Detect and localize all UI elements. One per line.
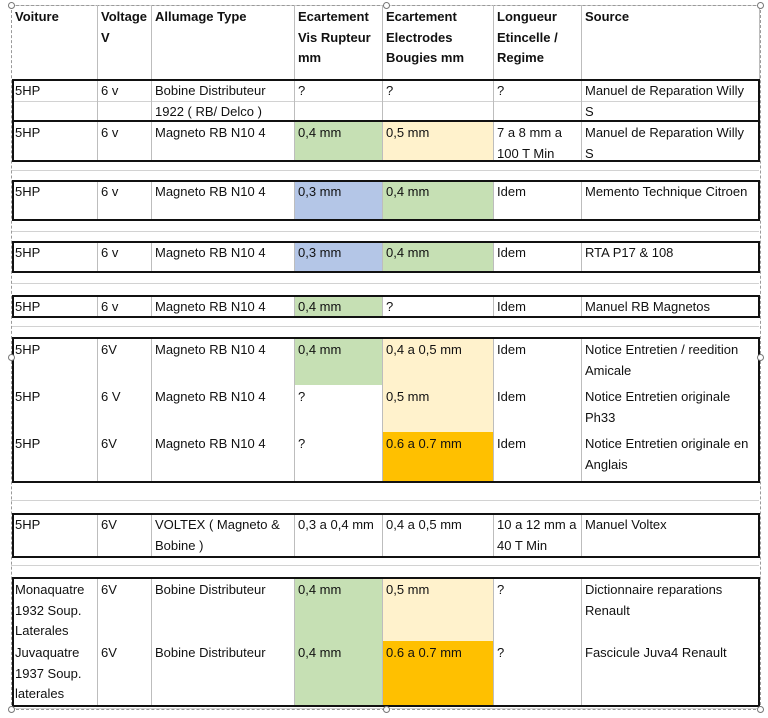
cell-voiture: 5HP: [12, 180, 98, 221]
cell-allumage: Magneto RB N10 4: [152, 121, 295, 162]
cell-source: Manuel RB Magnetos: [582, 295, 760, 317]
cell-source: Fascicule Juva4 Renault: [582, 641, 760, 706]
cell-source: Notice Entretien originale Ph33: [582, 385, 760, 432]
cell-voiture: 5HP: [12, 432, 98, 482]
cell-electrodes: 0,4 mm: [383, 241, 494, 273]
cell-rupteur: 0,4 mm: [295, 338, 383, 385]
cell-rupteur: ?: [295, 432, 383, 482]
cell-voltage: 6 v: [98, 79, 152, 121]
cell-allumage: Magneto RB N10 4: [152, 338, 295, 385]
cell-electrodes: 0,4 a 0,5 mm: [383, 338, 494, 385]
resize-handle[interactable]: [757, 354, 764, 361]
cell-source: Memento Technique Citroen: [582, 180, 760, 221]
cell-etincelle: 7 a 8 mm a 100 T Min: [494, 121, 582, 162]
cell-source: Dictionnaire reparations Renault: [582, 578, 760, 641]
cell-allumage: VOLTEX ( Magneto & Bobine ): [152, 513, 295, 557]
cell-voiture: 5HP: [12, 513, 98, 557]
group-border: [12, 180, 760, 221]
cell-electrodes: 0,5 mm: [383, 578, 494, 641]
cell-voltage: 6 v: [98, 241, 152, 273]
cell-etincelle: 10 a 12 mm a 40 T Min: [494, 513, 582, 557]
resize-handle[interactable]: [757, 706, 764, 713]
header-voiture: Voiture: [12, 5, 98, 81]
cell-voiture: Juvaquatre 1937 Soup. laterales: [12, 641, 98, 706]
cell-allumage: Bobine Distributeur: [152, 578, 295, 641]
cell-voiture: 5HP: [12, 338, 98, 385]
resize-handle[interactable]: [8, 2, 15, 9]
resize-handle[interactable]: [757, 2, 764, 9]
cell-etincelle: ?: [494, 578, 582, 641]
resize-handle[interactable]: [383, 706, 390, 713]
cell-allumage: Magneto RB N10 4: [152, 180, 295, 221]
header-allumage: Allumage Type: [152, 5, 295, 81]
cell-voltage: 6 v: [98, 295, 152, 317]
cell-electrodes: 0,5 mm: [383, 385, 494, 432]
cell-rupteur: 0,3 mm: [295, 180, 383, 221]
cell-source: Notice Entretien originale en Anglais: [582, 432, 760, 482]
cell-allumage: Magneto RB N10 4: [152, 241, 295, 273]
cell-electrodes: 0,5 mm: [383, 121, 494, 162]
cell-voiture: Monaquatre 1932 Soup. Laterales: [12, 578, 98, 641]
header-rupteur: Ecartement Vis Rupteur mm: [295, 5, 383, 81]
resize-handle[interactable]: [8, 354, 15, 361]
group-border: [12, 241, 760, 273]
cell-voltage: 6V: [98, 513, 152, 557]
cell-voiture: 5HP: [12, 241, 98, 273]
cell-rupteur: 0,4 mm: [295, 121, 383, 162]
cell-rupteur: 0,3 a 0,4 mm: [295, 513, 383, 557]
cell-voiture: 5HP: [12, 385, 98, 432]
cell-etincelle: Idem: [494, 385, 582, 432]
cell-electrodes: ?: [383, 79, 494, 121]
header-source: Source: [582, 5, 760, 81]
cell-etincelle: Idem: [494, 432, 582, 482]
cell-voltage: 6 v: [98, 121, 152, 162]
cell-voltage: 6 v: [98, 180, 152, 221]
group-border: [12, 295, 760, 318]
cell-rupteur: ?: [295, 79, 383, 121]
cell-electrodes: 0.6 a 0.7 mm: [383, 641, 494, 706]
cell-voltage: 6V: [98, 641, 152, 706]
cell-voltage: 6 V: [98, 385, 152, 432]
cell-etincelle: ?: [494, 641, 582, 706]
header-voltage: Voltage V: [98, 5, 152, 81]
cell-etincelle: ?: [494, 79, 582, 121]
cell-source: RTA P17 & 108: [582, 241, 760, 273]
cell-rupteur: 0,3 mm: [295, 241, 383, 273]
cell-electrodes: 0,4 a 0,5 mm: [383, 513, 494, 557]
cell-etincelle: Idem: [494, 241, 582, 273]
cell-electrodes: ?: [383, 295, 494, 317]
group-border: [12, 120, 760, 162]
cell-rupteur: 0,4 mm: [295, 641, 383, 706]
cell-rupteur: 0,4 mm: [295, 295, 383, 317]
cell-voiture: 5HP: [12, 295, 98, 317]
cell-source: Manuel Voltex: [582, 513, 760, 557]
group-border: [12, 79, 760, 122]
cell-etincelle: Idem: [494, 295, 582, 317]
resize-handle[interactable]: [383, 2, 390, 9]
cell-rupteur: ?: [295, 385, 383, 432]
cell-etincelle: Idem: [494, 338, 582, 385]
cell-etincelle: Idem: [494, 180, 582, 221]
group-border: [12, 337, 760, 483]
cell-allumage: Bobine Distributeur 1922 ( RB/ Delco ): [152, 79, 295, 121]
cell-voltage: 6V: [98, 432, 152, 482]
header-electrodes: Ecartement Electrodes Bougies mm: [383, 5, 494, 81]
group-border: [12, 513, 760, 558]
cell-voltage: 6V: [98, 578, 152, 641]
cell-rupteur: 0,4 mm: [295, 578, 383, 641]
cell-voiture: 5HP: [12, 121, 98, 162]
group-border: [12, 577, 760, 707]
cell-allumage: Magneto RB N10 4: [152, 385, 295, 432]
cell-source: Manuel de Reparation Willy S: [582, 79, 760, 121]
cell-allumage: Magneto RB N10 4: [152, 295, 295, 317]
cell-allumage: Bobine Distributeur: [152, 641, 295, 706]
resize-handle[interactable]: [8, 706, 15, 713]
cell-allumage: Magneto RB N10 4: [152, 432, 295, 482]
cell-source: Notice Entretien / reedition Amicale: [582, 338, 760, 385]
cell-source: Manuel de Reparation Willy S: [582, 121, 760, 162]
cell-electrodes: 0.6 a 0.7 mm: [383, 432, 494, 482]
cell-voiture: 5HP: [12, 79, 98, 121]
header-etincelle: Longueur Etincelle / Regime: [494, 5, 582, 81]
cell-voltage: 6V: [98, 338, 152, 385]
cell-electrodes: 0,4 mm: [383, 180, 494, 221]
